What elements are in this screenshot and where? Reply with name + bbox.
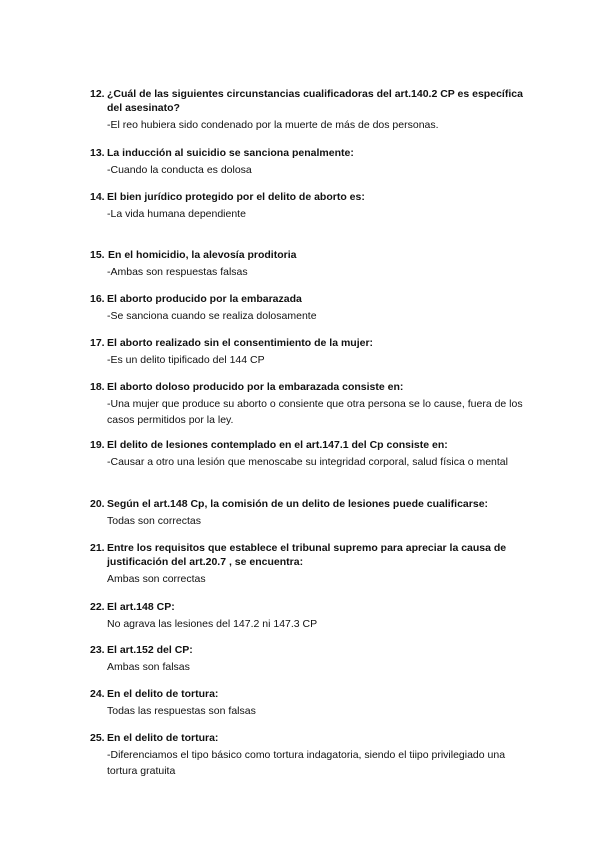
- answer-text: Todas las respuestas son falsas: [107, 705, 256, 717]
- question-text: El art.152 del CP:: [107, 644, 193, 656]
- question-12: [90, 87, 530, 133]
- question-text: La inducción al suicidio se sanciona penalmente:: [107, 147, 354, 159]
- answer-text: -Una mujer que produce su aborto o consiente que otra persona se lo cause, fuera de los casos permitidos por la ley.: [107, 398, 523, 426]
- answer-text: -El reo hubiera sido condenado por la muerte de más de dos personas.: [107, 119, 439, 131]
- question-number: 20.: [90, 498, 105, 510]
- question-number: 12.: [90, 88, 105, 100]
- question-25: [90, 731, 530, 779]
- question-17: [90, 336, 530, 368]
- answer-text: -La vida humana dependiente: [107, 208, 246, 220]
- question-text: En el delito de tortura:: [107, 732, 219, 744]
- question-number: 13.: [90, 147, 105, 159]
- question-20: [90, 497, 530, 529]
- question-18: [90, 380, 530, 428]
- question-text: El delito de lesiones contemplado en el art.147.1 del Cp consiste en:: [107, 439, 448, 451]
- question-number: 21.: [90, 542, 105, 554]
- question-number: 24.: [90, 688, 105, 700]
- question-number: 19.: [90, 439, 105, 451]
- question-text: El art.148 CP:: [107, 601, 175, 613]
- answer-text: No agrava las lesiones del 147.2 ni 147.3 CP: [107, 618, 318, 630]
- question-24: [90, 687, 530, 719]
- question-number: 23.: [90, 644, 105, 656]
- question-13: [90, 146, 530, 178]
- question-number: 15.: [90, 249, 105, 261]
- question-text: Según el art.148 Cp, la comisión de un delito de lesiones puede cualificarse:: [107, 498, 489, 510]
- answer-text: -Ambas son respuestas falsas: [107, 266, 248, 278]
- question-15: [90, 248, 530, 280]
- question-21: [90, 541, 530, 587]
- question-number: 22.: [90, 601, 105, 613]
- answer-text: Ambas son correctas: [107, 573, 206, 585]
- question-text: ¿Cuál de las siguientes circunstancias cualificadoras del art.140.2 CP es específica del asesinato?: [107, 88, 523, 114]
- question-text: Entre los requisitos que establece el tribunal supremo para apreciar la causa de justificación del art.20.7 , se encuentra:: [107, 542, 507, 568]
- question-14: [90, 190, 530, 222]
- answer-text: -Causar a otro una lesión que menoscabe su integridad corporal, salud física o mental: [107, 456, 508, 468]
- answer-text: -Es un delito tipificado del 144 CP: [107, 354, 265, 366]
- question-number: 25.: [90, 732, 105, 744]
- answer-text: Todas son correctas: [107, 515, 201, 527]
- question-22: [90, 600, 530, 632]
- question-text: El aborto realizado sin el consentimiento de la mujer:: [107, 337, 374, 349]
- question-text: El aborto doloso producido por la embarazada consiste en:: [107, 381, 404, 393]
- question-23: [90, 643, 530, 675]
- answer-text: -Se sanciona cuando se realiza dolosamente: [107, 310, 317, 322]
- question-text: En el delito de tortura:: [107, 688, 219, 700]
- question-19: [90, 438, 530, 470]
- question-16: [90, 292, 530, 324]
- question-number: 14.: [90, 191, 105, 203]
- question-number: 16.: [90, 293, 105, 305]
- question-number: 18.: [90, 381, 105, 393]
- question-text: El aborto producido por la embarazada: [107, 293, 302, 305]
- answer-text: Ambas son falsas: [107, 661, 190, 673]
- answer-text: -Cuando la conducta es dolosa: [107, 164, 252, 176]
- question-text: El bien jurídico protegido por el delito de aborto es:: [107, 191, 365, 203]
- question-number: 17.: [90, 337, 105, 349]
- answer-text: -Diferenciamos el tipo básico como tortura indagatoria, siendo el tiipo privilegiado una tortura gratuita: [107, 749, 506, 777]
- question-text: En el homicidio, la alevosía proditoria: [108, 249, 297, 261]
